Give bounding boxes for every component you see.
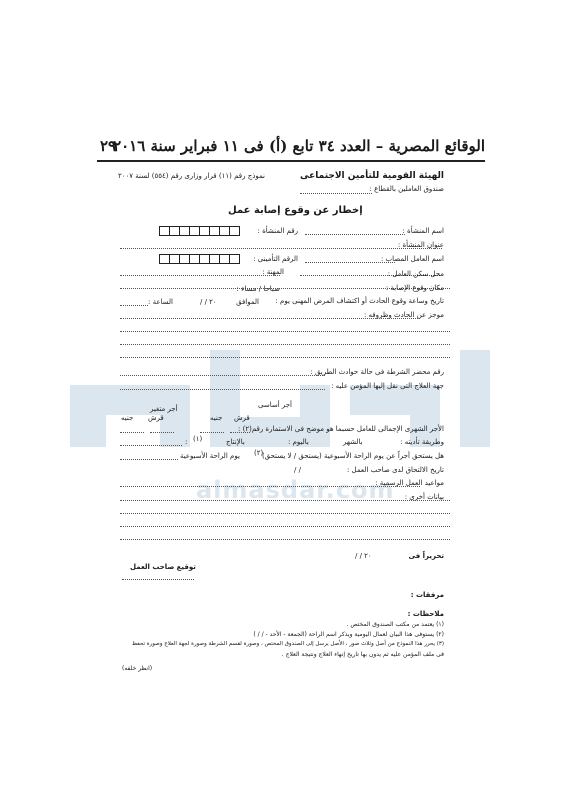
fund-label: صندوق العاملين بالقطاع :: [369, 185, 444, 193]
note-item-3: (٣) يحرر هذا النموذج من أصل وثلاث صور ، الأصل يرسل إلى الصندوق المختص ، وصورة لقسم الشرطة وصورة لجهة العلاج وصورة تحفظ: [131, 641, 444, 647]
worker-name-label: اسم العامل المصاب :: [380, 255, 444, 263]
facility-number-boxes[interactable]: [160, 226, 240, 236]
note-item-2: (٢) يستوفى هذا البيان لعمال اليومية ويذكر اسم الراحة (الجمعة - الأحد - / / ): [253, 631, 444, 638]
weekly-rest-label: هل يستحق أجراً عن يوم الراحة الأسبوعية (يستحق / لا يستحق): [261, 452, 444, 460]
other-data-label: بيانات أخرى :: [404, 493, 444, 501]
job-label: المهنة :: [262, 268, 284, 276]
hour-label: الساعة :: [148, 298, 173, 306]
variable-piaster-field[interactable]: [150, 432, 174, 433]
facility-number-label: رقم المنشأة :: [257, 227, 298, 235]
basic-wage-label: أجر أساسى: [258, 401, 293, 409]
treatment-body-label: جهة العلاج التى نقل إليها المؤمن عليه :: [331, 382, 444, 390]
join-date-field[interactable]: / /: [294, 466, 301, 474]
note-marker-1: (١): [193, 435, 203, 443]
accident-date-field[interactable]: / / ٢٠: [200, 298, 217, 306]
attachments-label: مرفقات :: [410, 591, 444, 599]
payment-colon: :: [185, 438, 188, 446]
other-data-line-3[interactable]: [120, 526, 450, 527]
other-data-line-4[interactable]: [120, 539, 450, 540]
payment-method-label: وطريقة تأديته :: [400, 438, 444, 446]
turn-over-note: (انظر خلفه): [122, 665, 153, 672]
working-hours-field[interactable]: [120, 486, 420, 487]
matching-label: الموافق: [236, 298, 259, 306]
facility-address-field[interactable]: [120, 248, 442, 249]
basic-pound-field[interactable]: [200, 432, 224, 433]
payment-method-field[interactable]: [120, 445, 182, 446]
gazette-title: الوقائع المصرية – العدد ٣٤ تابع (أ) فى ١١ فبراير سنة ٢٠١٦: [113, 137, 485, 155]
other-data-line-1[interactable]: [120, 500, 450, 501]
summary-line-1[interactable]: [120, 318, 420, 319]
by-production-option[interactable]: بالإنتاج: [226, 438, 245, 446]
accident-place-label: مكان وقوع الإصابة :: [385, 284, 444, 292]
variable-wage-label: أجر متغير: [150, 405, 178, 413]
hour-field[interactable]: [120, 305, 148, 306]
model-reference: نموذج رقم (١١) قرار وزارى رقم (٥٥٤) لسنة ٢٠٠٧: [118, 172, 265, 180]
treatment-body-field[interactable]: [120, 389, 325, 390]
join-date-label: تاريخ الالتحاق لدى صاحب العمل :: [346, 466, 444, 474]
note-item-3-cont: فى ملف المؤمن عليه ثم يدون بها تاريخ إنهاء العلاج ونتيجة العلاج .: [281, 651, 444, 658]
other-data-line-2[interactable]: [120, 513, 450, 514]
weekly-rest-day-label: يوم الراحة الأسبوعية: [180, 452, 240, 460]
basic-piaster-field[interactable]: [230, 432, 250, 433]
summary-label: موجز عن الحادث وظروفه :: [363, 311, 444, 319]
watermark-logo: [40, 345, 530, 455]
weekly-rest-field[interactable]: [120, 459, 178, 460]
variable-pound-label: جنيه: [121, 414, 134, 422]
accident-datetime-label: تاريخ وساعة وقوع الحادث أو اكتشاف المرض المهنى يوم :: [275, 297, 444, 305]
police-report-label: رقم محضر الشرطة فى حالة حوادث الطريق :: [310, 368, 444, 376]
variable-piaster-label: قرش: [148, 414, 164, 422]
worker-name-field[interactable]: [305, 262, 395, 263]
variable-pound-field[interactable]: [120, 432, 144, 433]
summary-line-4[interactable]: [120, 357, 450, 358]
basic-piaster-label: قرش: [234, 414, 250, 422]
note-item-1: (١) يعتمد من مكتب الصندوق المختص .: [346, 621, 444, 628]
facility-name-label: اسم المنشأة :: [402, 227, 444, 235]
monthly-wage-label: الأجر الشهرى الإجمالى للعامل حسبما هو موضح فى الاستمارة رقم(٢) :: [238, 425, 444, 433]
by-month-option[interactable]: بالشهر: [343, 438, 363, 446]
working-hours-label: مواعيد العمل الرسمية :: [375, 479, 444, 487]
summary-line-2[interactable]: [120, 331, 450, 332]
fund-line: [300, 193, 372, 194]
insurance-number-label: الرقم التأمينى :: [253, 255, 298, 263]
by-day-option[interactable]: باليوم :: [288, 438, 309, 446]
authority-name: الهيئة القومية للتأمين الاجتماعى: [300, 171, 444, 181]
employer-signature-label: توقيع صاحب العمل: [130, 563, 196, 571]
issued-label: تحريراً فى: [408, 552, 444, 560]
form-title: إخطار عن وقوع إصابة عمل: [228, 205, 363, 216]
basic-pound-label: جنيه: [210, 414, 223, 422]
summary-line-3[interactable]: [120, 344, 450, 345]
note-marker-2: (٢): [254, 449, 264, 457]
time-of-day-label: صباحا / مساء :: [236, 285, 280, 293]
employer-signature-field[interactable]: [122, 579, 194, 580]
facility-address-label: عنوان المنشأة :: [397, 241, 444, 249]
police-report-field[interactable]: [120, 375, 325, 376]
issued-date-field[interactable]: / / ٢٠: [355, 552, 372, 560]
insurance-number-boxes[interactable]: [160, 254, 240, 264]
job-field[interactable]: [120, 275, 280, 276]
residence-label: محل سكن العامل :: [387, 270, 444, 278]
facility-name-field[interactable]: [305, 234, 405, 235]
watermark-text: almasdar.com: [196, 476, 395, 504]
page-number: ٢٩: [100, 137, 117, 155]
notes-title: ملاحظات :: [407, 610, 444, 618]
header-rule: [97, 160, 485, 162]
